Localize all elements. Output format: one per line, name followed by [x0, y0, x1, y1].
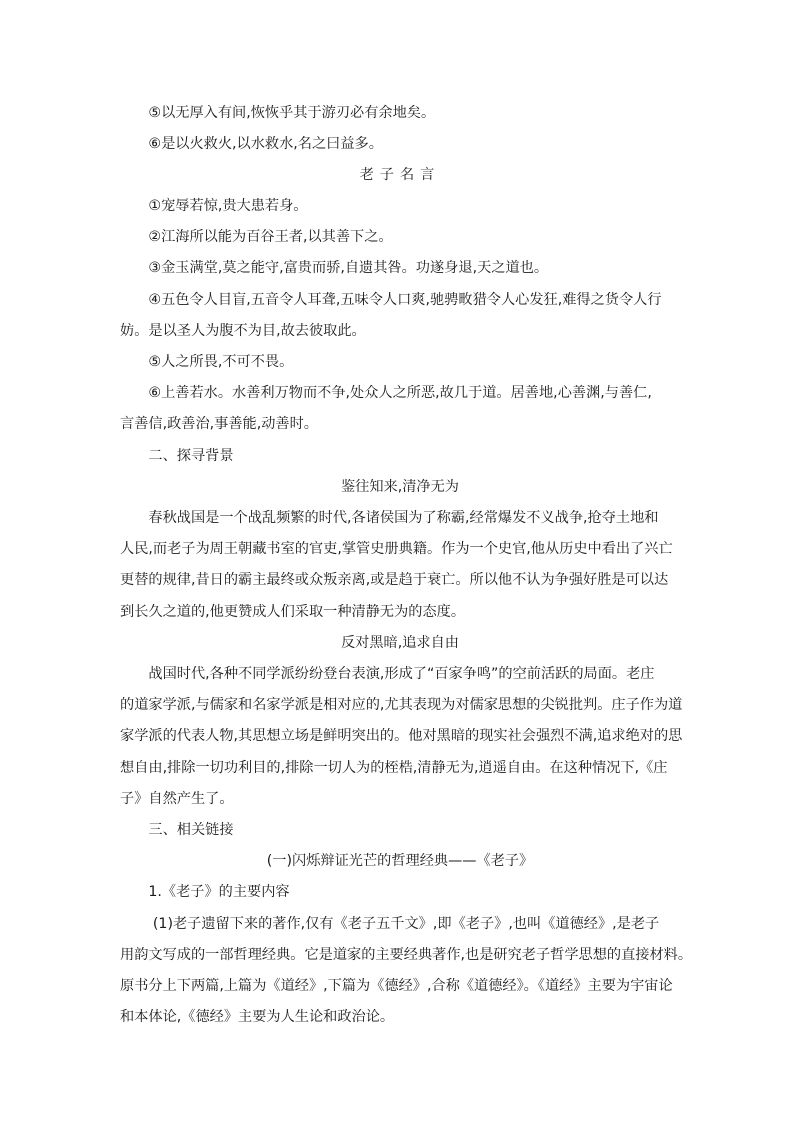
paragraph-history-line1: 春秋战国是一个战乱频繁的时代,各诸侯国为了称霸,经常爆发不义战争,抢夺土地和: [120, 510, 659, 526]
section-heading-laozi-quotes: 老子名言: [359, 167, 441, 183]
quote-laozi-3: ③金玉满堂,莫之能守,富贵而骄,自遗其咎。功遂身退,天之道也。: [120, 260, 549, 276]
section-heading-background: 二、探寻背景: [120, 448, 234, 464]
paragraph-content-line1: (1)老子遗留下来的著作,仅有《老子五千文》,即《老子》,也叫《道德经》,是老子: [120, 916, 660, 932]
quote-laozi-1: ①宠辱若惊,贵大患若身。: [120, 198, 308, 214]
paragraph-freedom-line3: 家学派的代表人物,其思想立场是鲜明突出的。他对黑暗的现实社会强烈不满,追求绝对的思: [120, 728, 683, 744]
paragraph-history-line3: 更替的规律,昔日的霸主最终或众叛亲离,或是趋于衰亡。所以他不认为争强好胜是可以达: [120, 572, 669, 588]
subheading-laozi-classic: (一)闪烁辩证光芒的哲理经典——《老子》: [266, 853, 534, 869]
quote-laozi-6-line2: 言善信,政善治,事善能,动善时。: [120, 416, 318, 432]
paragraph-freedom-line1: 战国时代,各种不同学派纷纷登台表演,形成了“百家争鸣”的空前活跃的局面。老庄: [120, 666, 655, 682]
paragraph-history-line4: 到长久之道的,他更赞成人们采取一种清静无为的态度。: [120, 604, 466, 620]
quote-laozi-5: ⑤人之所畏,不可不畏。: [120, 354, 294, 370]
item-heading-main-content: 1.《老子》的主要内容: [120, 884, 290, 900]
quote-laozi-2: ②江海所以能为百谷王者,以其善下之。: [120, 229, 393, 245]
paragraph-content-line4: 和本体论,《德经》主要为人生论和政治论。: [120, 1009, 395, 1025]
section-heading-links: 三、相关链接: [120, 822, 234, 838]
quote-laozi-4-line2: 妨。是以圣人为腹不为目,故去彼取此。: [120, 323, 366, 339]
paragraph-freedom-line2: 的道家学派,与儒家和名家学派是相对应的,尤其表现为对儒家思想的尖锐批判。庄子作为道: [120, 697, 683, 713]
paragraph-freedom-line5: 子》自然产生了。: [120, 791, 234, 807]
quote-zhuangzi-5: ⑤以无厚入有间,恢恢乎其于游刃必有余地矣。: [120, 105, 436, 121]
subheading-history: 鉴往知来,清净无为: [340, 479, 459, 495]
paragraph-content-line2: 用韵文写成的一部哲理经典。它是道家的主要经典著作,也是研究老子哲学思想的直接材料。: [120, 947, 693, 963]
paragraph-freedom-line4: 想自由,排除一切功利目的,排除一切人为的桎梏,清静无为,逍遥自由。在这种情况下,《庄: [120, 760, 668, 776]
subheading-freedom: 反对黑暗,追求自由: [340, 635, 459, 651]
quote-laozi-4-line1: ④五色令人目盲,五音令人耳聋,五味令人口爽,驰骋畋猎令人心发狂,难得之货令人行: [120, 292, 662, 308]
paragraph-history-line2: 人民,而老子为周王朝藏书室的官吏,掌管史册典籍。作为一个史官,他从历史中看出了兴亡: [120, 541, 673, 557]
quote-zhuangzi-6: ⑥是以火救火,以水救水,名之曰益多。: [120, 136, 383, 152]
paragraph-content-line3: 原书分上下两篇,上篇为《道经》,下篇为《德经》,合称《道德经》。《道经》主要为宇宙论: [120, 978, 673, 994]
quote-laozi-6-line1: ⑥上善若水。水善利万物而不争,处众人之所恶,故几于道。居善地,心善渊,与善仁,: [120, 385, 652, 401]
